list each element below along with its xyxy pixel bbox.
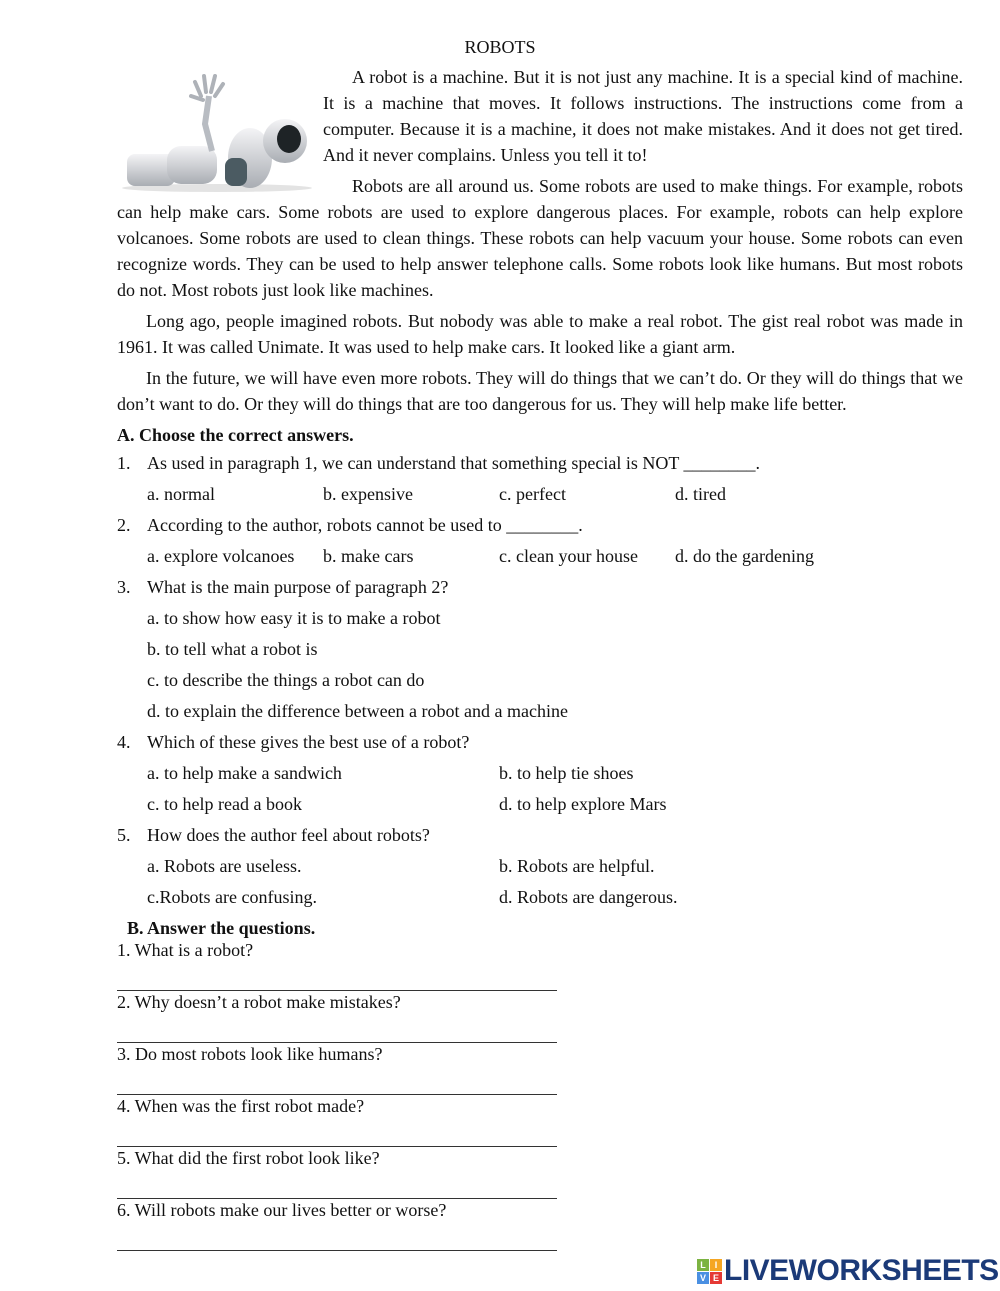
question-2: 2. According to the author, robots cannot be used to ________.	[117, 515, 583, 535]
option[interactable]: b. make cars	[323, 546, 414, 566]
option[interactable]: c. to describe the things a robot can do	[147, 670, 425, 690]
option[interactable]: a. to show how easy it is to make a robot	[147, 608, 441, 628]
option[interactable]: c. perfect	[499, 484, 566, 504]
section-a-heading: A. Choose the correct answers.	[117, 425, 354, 445]
live-squares-icon: L I V E	[697, 1259, 722, 1284]
paragraph-4: In the future, we will have even more robots. They will do things that we can’t do. Or they will do things that we don’t want to do. Or they will do things that are too dangerous for us. They will help make life better.	[117, 368, 963, 414]
open-question: 4. When was the first robot made?	[117, 1096, 365, 1116]
option[interactable]: d. do the gardening	[675, 546, 814, 566]
open-question: 2. Why doesn’t a robot make mistakes?	[117, 992, 401, 1012]
liveworksheets-logo	[697, 1254, 999, 1288]
answer-line[interactable]	[117, 1117, 557, 1147]
option[interactable]: c. clean your house	[499, 546, 638, 566]
option[interactable]: b. to help tie shoes	[499, 763, 634, 783]
question-1: 1. As used in paragraph 1, we can understand that something special is NOT ________.	[117, 453, 761, 473]
option[interactable]: d. Robots are dangerous.	[499, 887, 678, 907]
option[interactable]: b. expensive	[323, 484, 413, 504]
logo-text: LIVEWORKSHEETS	[724, 1254, 999, 1287]
option[interactable]: b. to tell what a robot is	[147, 639, 318, 659]
option[interactable]: a. to help make a sandwich	[147, 763, 342, 783]
paragraph-2: Robots are all around us. Some robots are used to make things. For example, robots can help make cars. Some robots are used to explore dangerous places. For example, robots can help explore volcanoes. Some robots are used to clean things. These robots can help vacuum your house. Some robots can even recognize words. They can be used to help answer telephone calls. Some robots look like humans. But most robots do not. Most robots just look like machines.	[117, 176, 963, 300]
question-3: 3. What is the main purpose of paragraph 2?	[117, 577, 449, 597]
robot-image	[117, 66, 323, 194]
option[interactable]: b. Robots are helpful.	[499, 856, 655, 876]
open-question: 1. What is a robot?	[117, 940, 254, 960]
paragraph-3: Long ago, people imagined robots. But nobody was able to make a real robot. The gist real robot was made in 1961. It was called Unimate. It was used to help make cars. It looked like a giant arm.	[117, 311, 963, 357]
answer-line[interactable]	[117, 1065, 557, 1095]
answer-line[interactable]	[117, 961, 557, 991]
open-question: 6. Will robots make our lives better or worse?	[117, 1200, 447, 1220]
paragraph-1: A robot is a machine. But it is not just any machine. It is a special kind of machine. It is a machine that moves. It follows instructions. The instructions come from a computer. Because it is a machine, it does not make mistakes. And it does not get tired. And it never complains. Unless you tell it to!	[323, 67, 963, 165]
answer-line[interactable]	[117, 1221, 557, 1251]
option[interactable]: a. Robots are useless.	[147, 856, 302, 876]
question-4: 4. Which of these gives the best use of a robot?	[117, 732, 470, 752]
option[interactable]: a. normal	[147, 484, 215, 504]
option[interactable]: c. to help read a book	[147, 794, 302, 814]
option[interactable]: c.Robots are confusing.	[147, 887, 317, 907]
page-title: ROBOTS	[464, 37, 536, 57]
answer-line[interactable]	[117, 1169, 557, 1199]
answer-line[interactable]	[117, 1013, 557, 1043]
option[interactable]: d. tired	[675, 484, 726, 504]
open-question: 3. Do most robots look like humans?	[117, 1044, 383, 1064]
worksheet	[117, 36, 963, 1251]
section-b-heading: B. Answer the questions.	[127, 918, 316, 938]
open-question: 5. What did the first robot look like?	[117, 1148, 380, 1168]
option[interactable]: a. explore volcanoes	[147, 546, 295, 566]
option[interactable]: d. to help explore Mars	[499, 794, 667, 814]
question-5: 5. How does the author feel about robots?	[117, 825, 430, 845]
option[interactable]: d. to explain the difference between a robot and a machine	[147, 701, 568, 721]
